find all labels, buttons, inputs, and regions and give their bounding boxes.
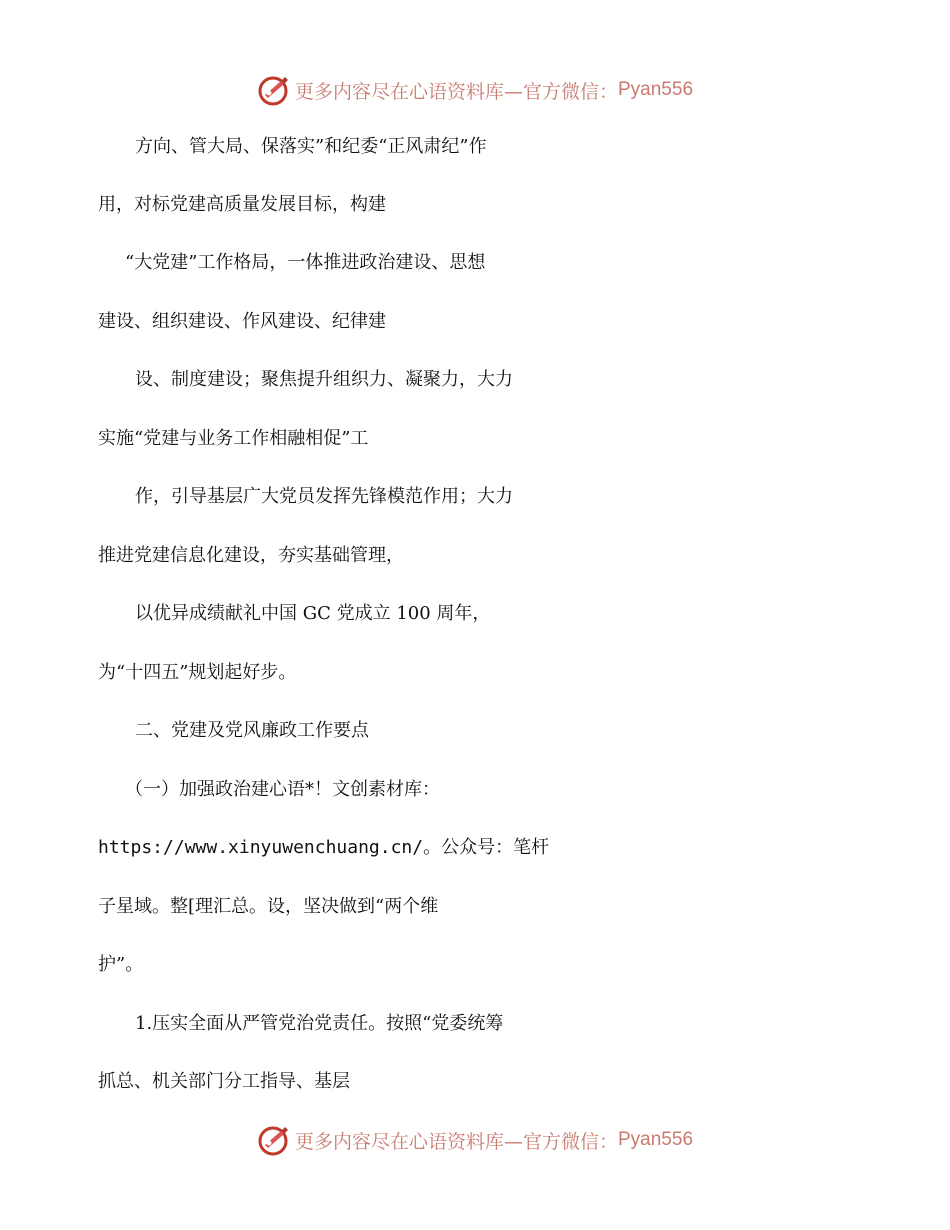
text-line-url: https://www.xinyuwenchuang.cn/。公众号：笔杆: [98, 837, 550, 858]
text-line: 抓总、机关部门分工指导、基层: [98, 1071, 350, 1092]
pen-logo-icon: [257, 73, 291, 107]
text-line: 为“十四五”规划起好步。: [98, 662, 297, 683]
subsection-heading: （一）加强政治建心语*！文创素材库：: [125, 779, 440, 800]
text-line: “大党建”工作格局，一体推进政治建设、思想: [125, 252, 486, 273]
text-line: 设、制度建设；聚焦提升组织力、凝聚力，大力: [135, 369, 513, 390]
pen-logo-icon: [257, 1123, 291, 1157]
footer-watermark-banner: [0, 1120, 950, 1160]
banner-text: 更多内容尽在心语资料库—官方微信：: [294, 1130, 618, 1153]
text-line: 推进党建信息化建设，夯实基础管理，: [98, 545, 404, 566]
text-line: 作，引导基层广大党员发挥先锋模范作用；大力: [135, 486, 513, 507]
text-line: 以优异成绩献礼中国 GC 党成立 100 周年，: [135, 603, 491, 624]
text-line: 护”。: [98, 954, 144, 975]
text-line: 子星域。整[理汇总。设，坚决做到“两个维: [98, 896, 439, 917]
text-line: 方向、管大局、保落实”和纪委“正风肃纪”作: [135, 136, 487, 157]
banner-text: 更多内容尽在心语资料库—官方微信：: [294, 80, 618, 103]
text-line: 建设、组织建设、作风建设、纪律建: [98, 311, 386, 332]
text-line: 用，对标党建高质量发展目标，构建: [98, 194, 386, 215]
text-line: 实施“党建与业务工作相融相促”工: [98, 428, 369, 449]
section-heading: 二、党建及党风廉政工作要点: [135, 720, 369, 741]
banner-account: Pyan556: [618, 1129, 694, 1150]
numbered-item: 1.压实全面从严管党治党责任。按照“党委统筹: [135, 1013, 504, 1034]
banner-account: Pyan556: [618, 79, 694, 100]
header-watermark-banner: [0, 70, 950, 110]
